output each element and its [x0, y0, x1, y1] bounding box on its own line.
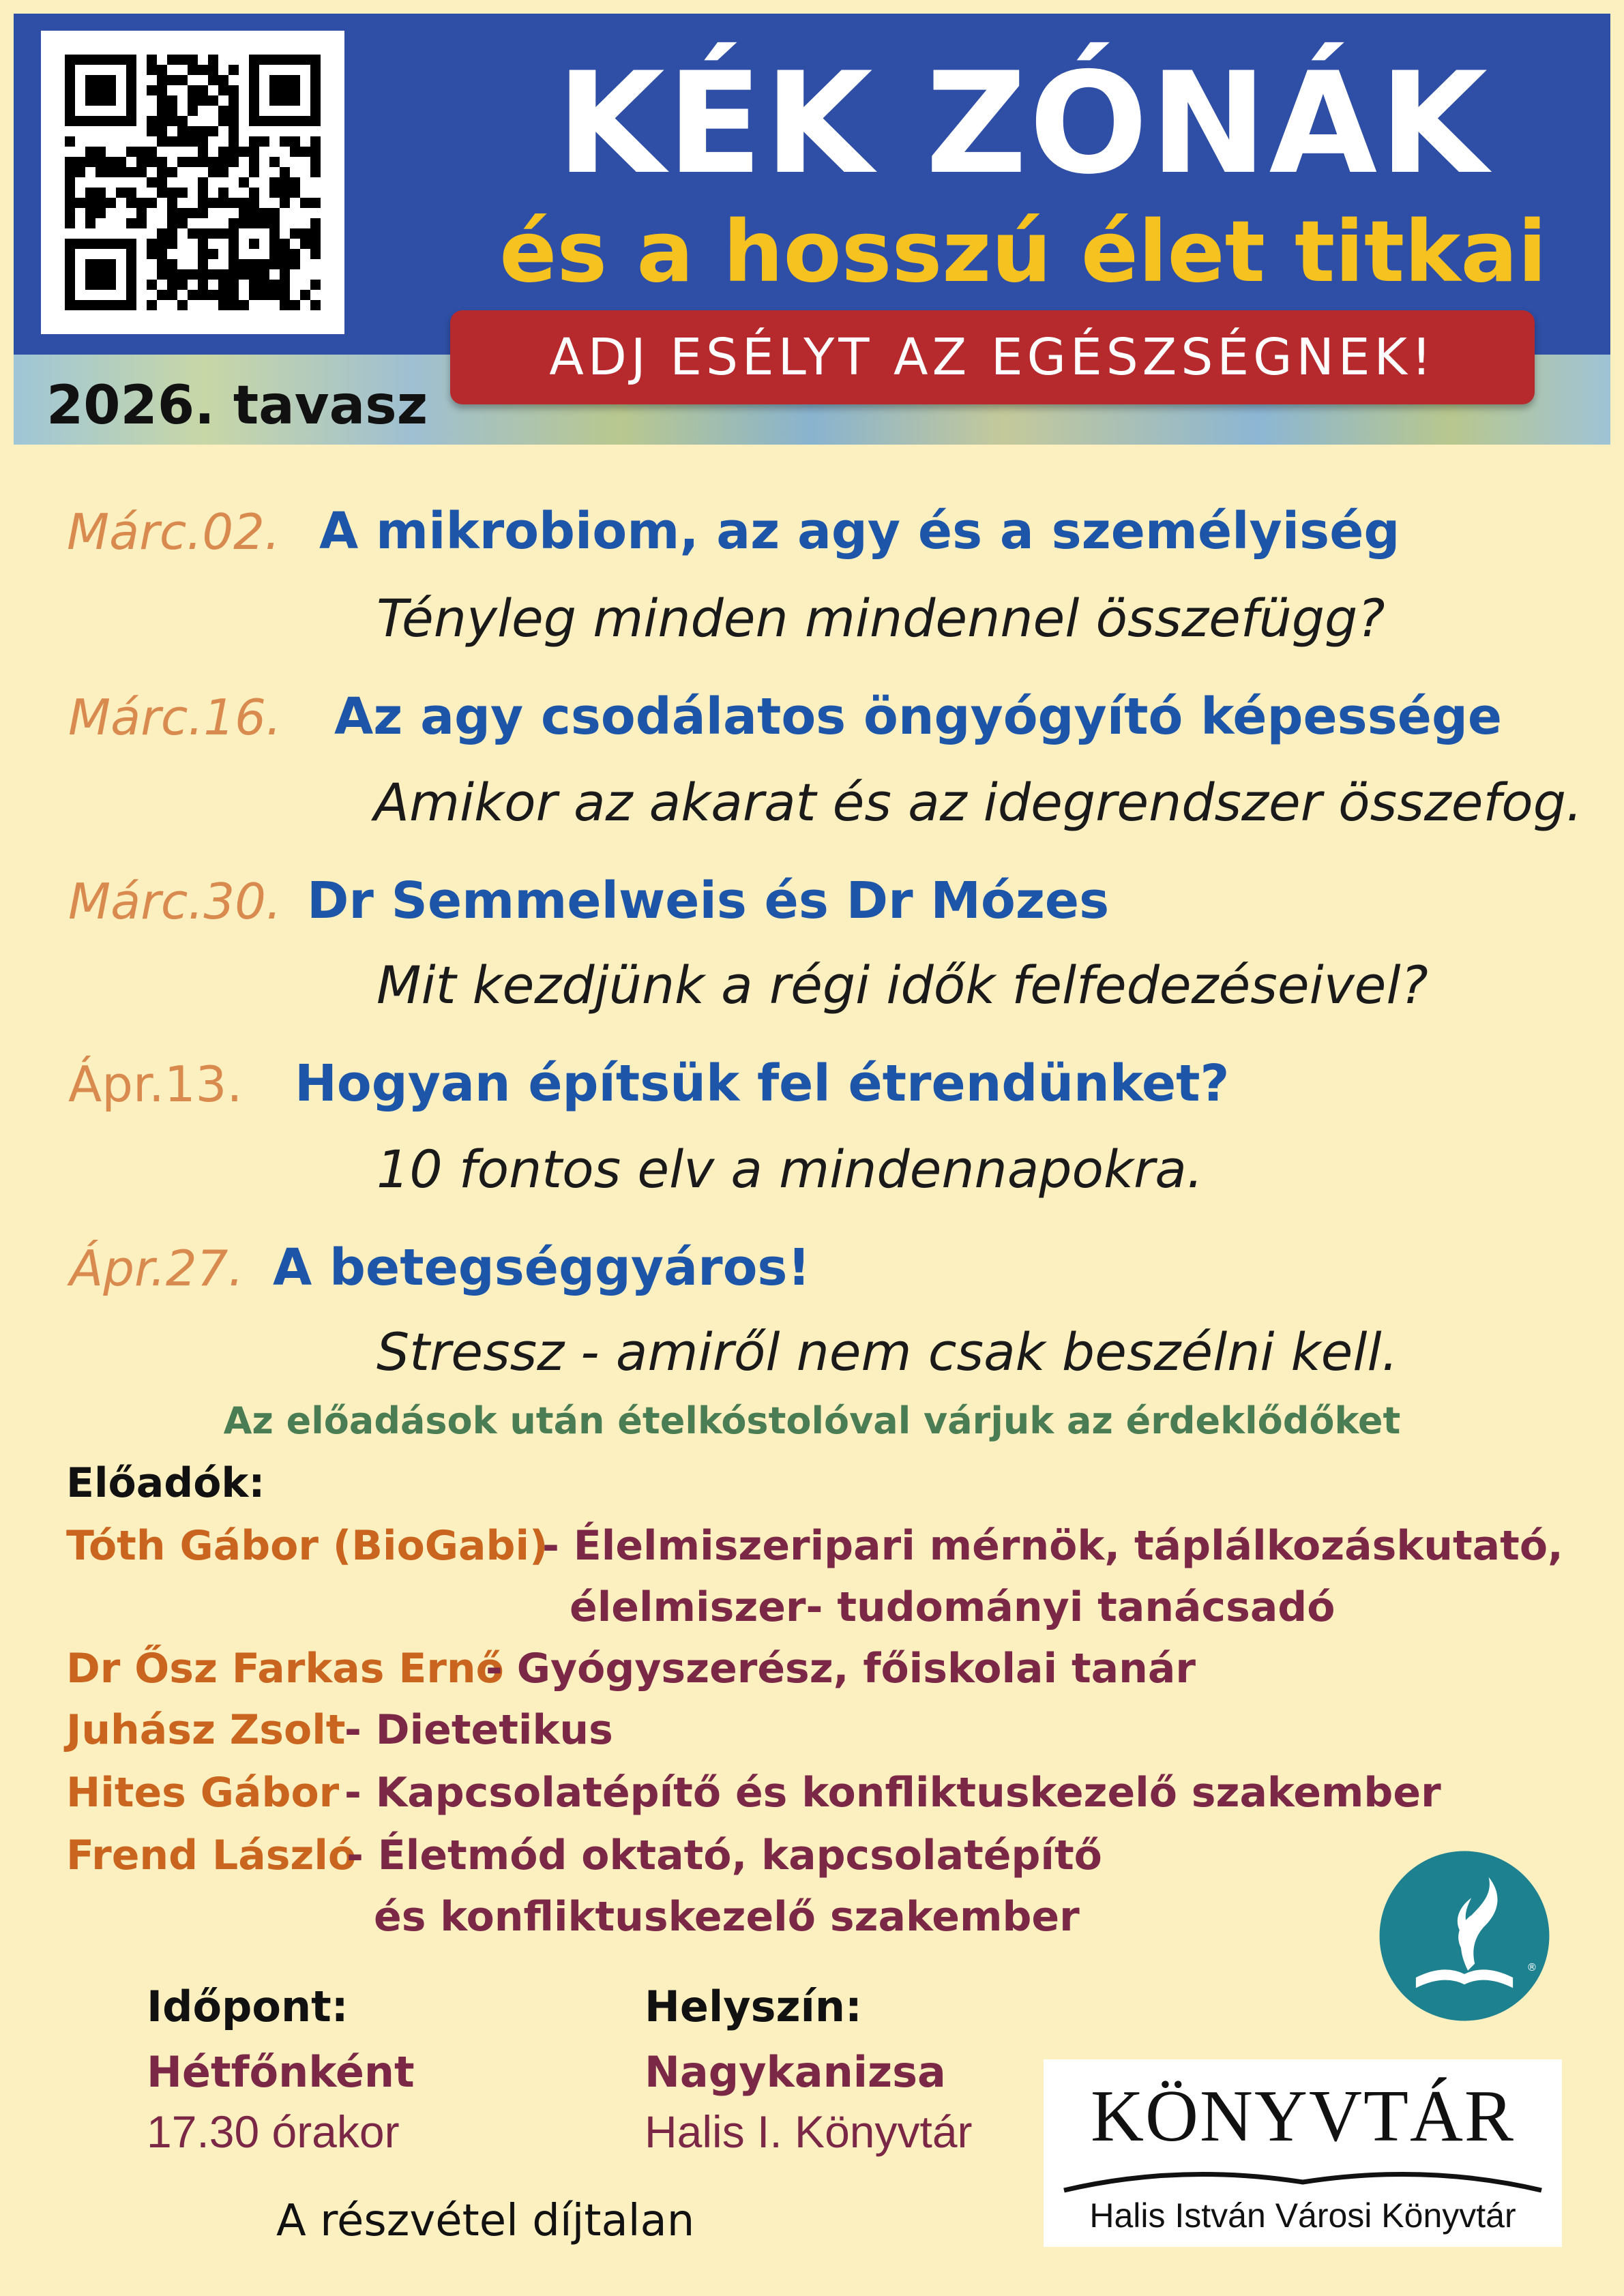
- free-entry-note: A részvétel díjtalan: [276, 2196, 695, 2246]
- speaker-name: Dr Ősz Farkas Ernő: [66, 1645, 504, 1693]
- place-venue: Halis I. Könyvtár: [645, 2106, 973, 2157]
- poster-subtitle: és a hosszú élet titkai: [499, 203, 1547, 301]
- lecture-subtitle: 10 fontos elv a mindennapokra.: [377, 1139, 1204, 1199]
- library-logo: [1044, 2059, 1562, 2247]
- lecture-title: Hogyan építsük fel étrendünket?: [295, 1054, 1230, 1113]
- lecture-date: Márc.30.: [68, 873, 282, 930]
- slogan-banner: [450, 310, 1535, 404]
- speaker-name: Tóth Gábor (BioGabi): [66, 1522, 548, 1570]
- poster-title: KÉK ZÓNÁK: [556, 43, 1490, 205]
- svg-text:®: ®: [1526, 1960, 1537, 1973]
- slogan-text: ADJ ESÉLYT AZ EGÉSZSÉGNEK!: [549, 328, 1436, 387]
- lecture-date: Ápr.27.: [70, 1240, 244, 1297]
- speaker-role: élelmiszer- tudományi tanácsadó: [570, 1583, 1335, 1631]
- lecture-subtitle: Amikor az akarat és az idegrendszer összefog.: [374, 772, 1583, 833]
- speaker-name: Juhász Zsolt: [66, 1706, 346, 1754]
- season-label: 2026. tavasz: [46, 375, 428, 436]
- lecture-subtitle: Mit kezdjünk a régi idők felfedezéseivel?: [377, 955, 1428, 1015]
- library-logo-name: Halis István Városi Könyvtár: [1089, 2196, 1516, 2235]
- place-city: Nagykanizsa: [645, 2047, 946, 2097]
- library-logo-title: KÖNYVTÁR: [1091, 2076, 1515, 2157]
- lecture-title: Az agy csodálatos öngyógyító képessége: [334, 687, 1503, 746]
- open-book-icon: [1057, 2162, 1548, 2196]
- time-day: Hétfőnként: [147, 2047, 415, 2097]
- lecture-date: Márc.16.: [68, 689, 282, 746]
- speaker-name: Hites Gábor: [66, 1769, 340, 1817]
- lecture-title: A mikrobiom, az agy és a személyiség: [319, 502, 1400, 561]
- time-hour: 17.30 órakor: [147, 2106, 400, 2157]
- qr-code[interactable]: [41, 31, 344, 334]
- qr-code-icon: [65, 55, 321, 310]
- speaker-role: - Élelmiszeripari mérnök, táplálkozáskutató,: [542, 1522, 1563, 1570]
- speaker-role: - Dietetikus: [344, 1706, 613, 1754]
- tasting-note: Az előadások után ételkóstolóval várjuk az érdeklődőket: [223, 1399, 1401, 1442]
- lecture-title: A betegséggyáros!: [273, 1238, 811, 1297]
- speaker-role: - Gyógyszerész, főiskolai tanár: [486, 1645, 1196, 1693]
- speakers-heading: Előadók:: [66, 1459, 265, 1507]
- lecture-subtitle: Tényleg minden mindennel összefügg?: [377, 588, 1385, 648]
- lecture-title: Dr Semmelweis és Dr Mózes: [307, 871, 1110, 930]
- header-banner: [14, 14, 1610, 445]
- lecture-subtitle: Stressz - amiről nem csak beszélni kell.: [377, 1322, 1398, 1382]
- lecture-date: Ápr.13.: [68, 1056, 243, 1113]
- speaker-name: Frend László: [66, 1832, 357, 1879]
- time-heading: Időpont:: [147, 1982, 349, 2031]
- speaker-role: és konfliktuskezelő szakember: [374, 1893, 1080, 1941]
- lecture-date: Márc.02.: [67, 503, 280, 561]
- adventist-flame-icon: [1378, 1849, 1551, 2023]
- speaker-role: - Kapcsolatépítő és konfliktuskezelő szakember: [344, 1769, 1441, 1817]
- speaker-role: - Életmód oktató, kapcsolatépítő: [346, 1832, 1102, 1879]
- place-heading: Helyszín:: [645, 1982, 862, 2031]
